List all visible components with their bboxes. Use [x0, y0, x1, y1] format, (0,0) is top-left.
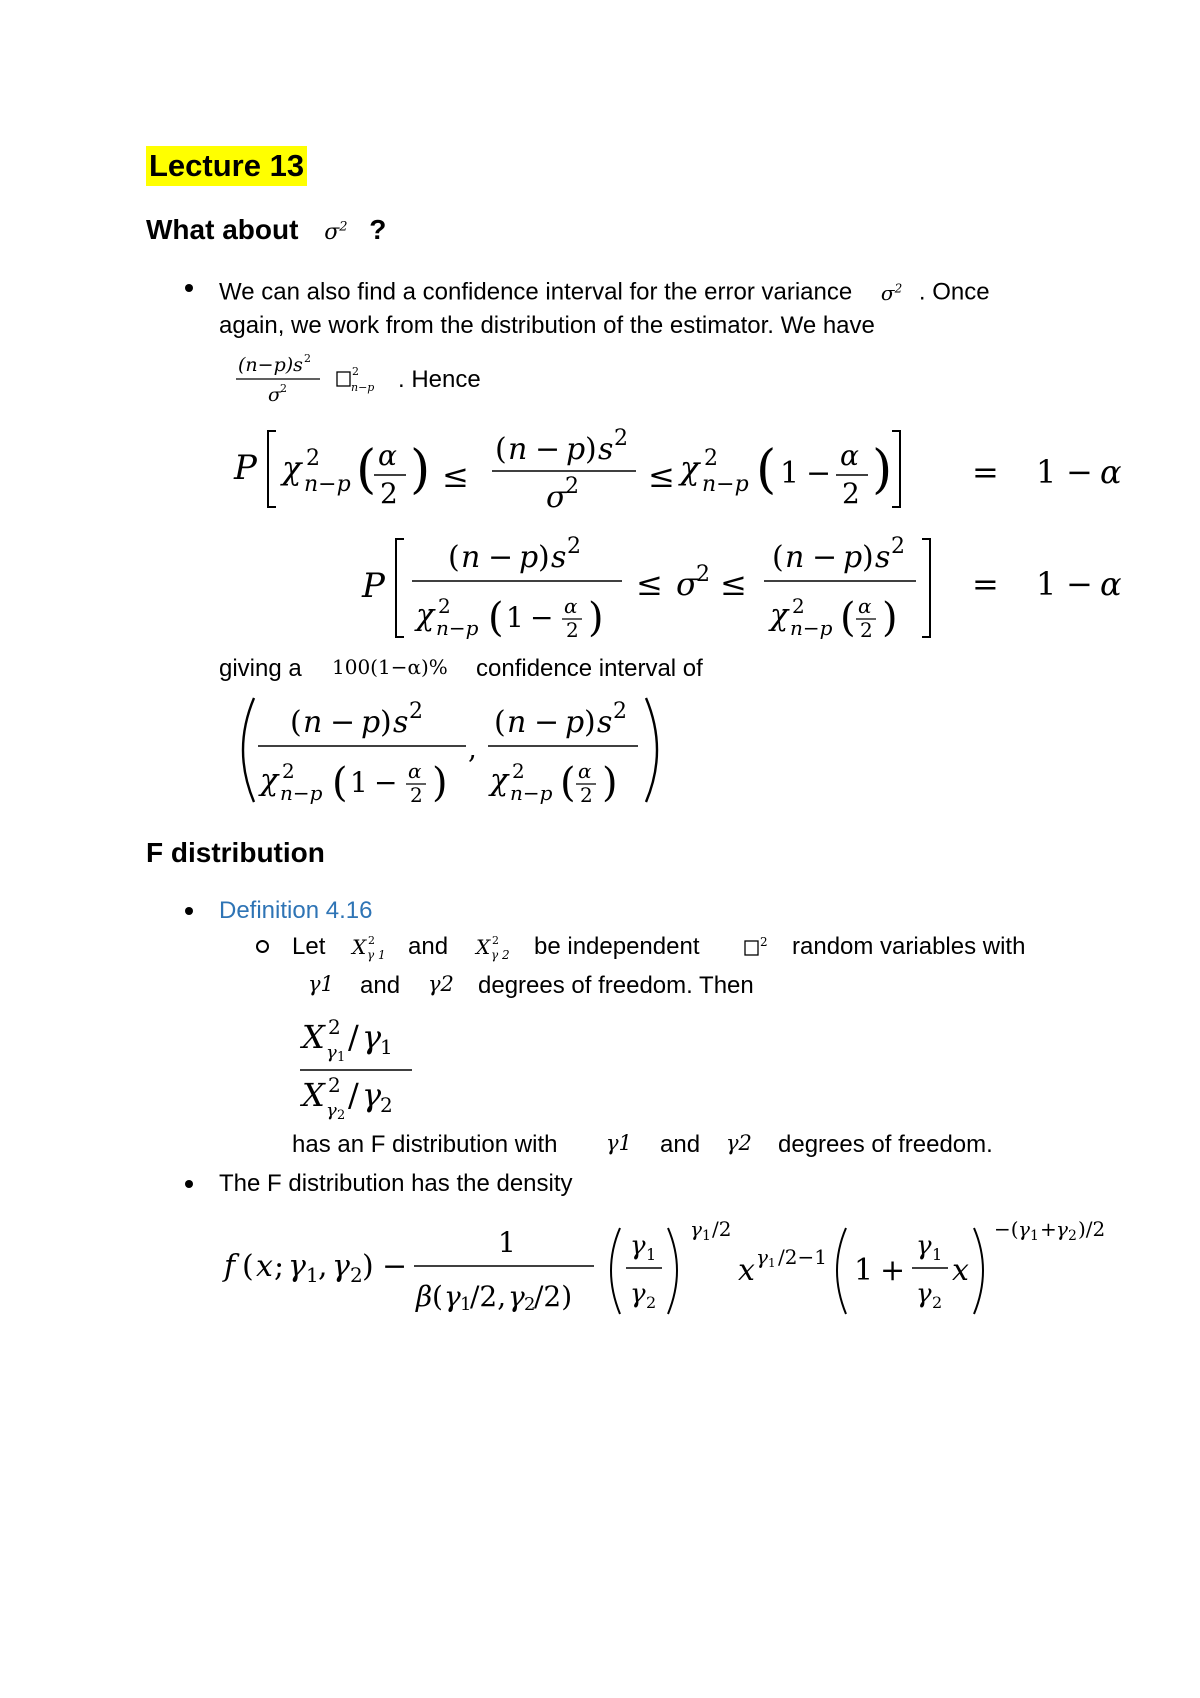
- svg-text:s: s: [393, 705, 409, 740]
- chi-squared-gamma1-inline: [350, 926, 398, 966]
- svg-text:−: −: [806, 456, 832, 491]
- svg-text:;: ;: [274, 1249, 285, 1284]
- svg-text:≤: ≤: [442, 457, 469, 495]
- svg-text:p: p: [843, 540, 863, 575]
- svg-text:2: 2: [304, 352, 311, 365]
- svg-text:α: α: [840, 439, 859, 472]
- gamma2-inline: γ2: [428, 972, 454, 996]
- svg-text:): ): [538, 540, 550, 575]
- f-ratio-equation: [296, 1008, 426, 1124]
- svg-text:1: 1: [1030, 1228, 1039, 1244]
- svg-text:γ: γ: [332, 1249, 350, 1284]
- svg-text:x: x: [952, 1253, 969, 1288]
- svg-text:χ: χ: [260, 763, 279, 798]
- svg-text:(: (: [756, 440, 777, 500]
- hence-label: . Hence: [398, 366, 481, 393]
- svg-text:2: 2: [580, 783, 593, 807]
- svg-text:γ: γ: [756, 1245, 768, 1269]
- svg-text:χ: χ: [680, 449, 700, 487]
- confidence-interval-label: confidence interval of: [476, 655, 703, 682]
- svg-text:α: α: [564, 594, 578, 618]
- svg-text:γ: γ: [444, 1280, 461, 1313]
- svg-text:1: 1: [506, 601, 524, 634]
- svg-text:1: 1: [768, 1256, 776, 1270]
- svg-text:γ: γ: [916, 1231, 932, 1261]
- svg-text:p: p: [565, 705, 585, 740]
- svg-text:n−p: n−p: [510, 781, 553, 805]
- svg-text:p: p: [519, 540, 539, 575]
- density-label: The F distribution has the density: [219, 1170, 573, 1197]
- svg-text:n−p: n−p: [436, 616, 479, 640]
- svg-text:2: 2: [614, 426, 628, 451]
- svg-text:(: (: [290, 705, 302, 740]
- svg-text:X: X: [352, 935, 367, 959]
- svg-text:2: 2: [565, 474, 579, 499]
- svg-text:,: ,: [468, 732, 477, 765]
- giving-label: giving a: [219, 655, 302, 682]
- svg-text:(: (: [560, 760, 576, 806]
- svg-text:): ): [602, 760, 618, 806]
- svg-text:−: −: [488, 540, 514, 575]
- svg-text:): ): [432, 760, 448, 806]
- svg-text:1: 1: [1036, 453, 1057, 491]
- svg-text:2: 2: [380, 477, 398, 510]
- svg-text:γ: γ: [288, 1249, 306, 1284]
- svg-text:1: 1: [854, 1253, 874, 1288]
- svg-text:s: s: [597, 705, 613, 740]
- svg-text:,: ,: [318, 1249, 328, 1284]
- svg-text:−: −: [530, 601, 554, 634]
- svg-text:2: 2: [932, 1293, 943, 1312]
- gamma1-inline: γ1: [606, 1131, 632, 1155]
- definition-label: Definition 4.16: [219, 897, 373, 924]
- svg-text:γ: γ: [1056, 1217, 1068, 1241]
- svg-text:σ: σ: [268, 384, 281, 406]
- svg-text:2: 2: [492, 934, 499, 947]
- svg-text:2: 2: [704, 446, 718, 471]
- svg-text:p: p: [361, 705, 381, 740]
- and-label: and: [360, 972, 401, 999]
- svg-text:1: 1: [702, 1228, 711, 1244]
- svg-text:=: =: [972, 565, 999, 603]
- svg-text:/2,: /2,: [470, 1280, 507, 1313]
- lecture-title: Lecture 13: [146, 146, 307, 186]
- svg-text:χ: χ: [490, 763, 509, 798]
- ci-expression: 100(1−α)%: [332, 655, 448, 679]
- svg-text:(: (: [242, 1249, 254, 1284]
- degrees-end-label: degrees of freedom.: [778, 1131, 993, 1158]
- gamma1-inline: γ1: [308, 972, 334, 996]
- svg-text:χ: χ: [416, 598, 435, 633]
- svg-text:2: 2: [350, 1263, 363, 1287]
- svg-text:/: /: [348, 1076, 359, 1114]
- svg-text:β: β: [416, 1280, 433, 1313]
- svg-text:(: (: [495, 432, 507, 467]
- svg-text:X: X: [476, 935, 491, 959]
- svg-text:1: 1: [1036, 565, 1057, 603]
- svg-text:2: 2: [567, 534, 581, 559]
- svg-text:/: /: [348, 1018, 359, 1056]
- svg-text:): ): [585, 432, 597, 467]
- svg-text:γ: γ: [1018, 1217, 1030, 1241]
- svg-text:2: 2: [891, 534, 905, 559]
- svg-text:χ: χ: [770, 598, 789, 633]
- svg-text:−: −: [535, 432, 561, 467]
- svg-text:α: α: [408, 759, 422, 783]
- svg-text:−: −: [534, 705, 560, 740]
- svg-text:γ: γ: [326, 1042, 337, 1063]
- sub-bullet-circle: [256, 940, 269, 953]
- svg-text:2: 2: [280, 382, 287, 395]
- probability-equation-1: [230, 415, 1140, 515]
- svg-text:≤: ≤: [720, 565, 747, 603]
- svg-text:−(: −(: [994, 1217, 1019, 1241]
- svg-text:n−p: n−p: [351, 381, 375, 394]
- svg-text:=: =: [972, 453, 999, 491]
- sigma-squared-symbol: $\sigma^2$: [324, 219, 348, 245]
- svg-text:α: α: [858, 594, 872, 618]
- svg-text:s: s: [551, 540, 567, 575]
- bullet-dot: [185, 1180, 193, 1188]
- svg-text:α: α: [378, 439, 397, 472]
- svg-text:2: 2: [306, 446, 320, 471]
- gamma2-inline: γ2: [726, 1131, 752, 1155]
- svg-text:−: −: [1066, 565, 1093, 603]
- svg-text:1: 1: [780, 456, 800, 491]
- probability-equation-2: [360, 525, 1140, 645]
- svg-text:(: (: [840, 595, 856, 641]
- svg-text:2: 2: [368, 934, 375, 947]
- svg-text:α: α: [1100, 565, 1122, 603]
- svg-text:γ: γ: [630, 1231, 646, 1261]
- svg-text:2: 2: [512, 759, 525, 783]
- svg-text:n: n: [461, 540, 481, 575]
- be-independent-label: be independent: [534, 933, 700, 960]
- svg-text:n: n: [508, 432, 528, 467]
- svg-text:σ: σ: [546, 480, 567, 515]
- random-variables-label: random variables with: [792, 933, 1026, 960]
- svg-text:/2−1: /2−1: [778, 1245, 827, 1269]
- svg-text:X: X: [302, 1076, 325, 1114]
- svg-text:2: 2: [696, 562, 710, 587]
- svg-text:1: 1: [498, 1226, 516, 1259]
- bullet-dot: [185, 284, 193, 292]
- svg-text:1: 1: [460, 1294, 472, 1315]
- confidence-interval-equation: [228, 690, 678, 810]
- svg-text:(: (: [432, 1280, 443, 1313]
- svg-text:−: −: [374, 766, 398, 799]
- svg-text:2: 2: [613, 699, 627, 724]
- degrees-then-label: degrees of freedom. Then: [478, 972, 754, 999]
- svg-text:2: 2: [282, 759, 295, 783]
- svg-text:X: X: [302, 1018, 325, 1056]
- svg-text:2: 2: [328, 1015, 341, 1039]
- svg-text:(: (: [448, 540, 460, 575]
- and-label: and: [408, 933, 449, 960]
- svg-text:): ): [862, 540, 874, 575]
- svg-text:/2): /2): [534, 1280, 573, 1313]
- section-heading-f-distribution: F distribution: [146, 837, 325, 868]
- svg-text:2: 2: [860, 618, 873, 642]
- svg-text:2: 2: [1068, 1228, 1077, 1244]
- svg-text:n: n: [785, 540, 805, 575]
- svg-text:2: 2: [328, 1073, 341, 1097]
- svg-text:γ: γ: [690, 1217, 702, 1241]
- svg-text:2: 2: [438, 594, 451, 618]
- svg-text:): ): [380, 705, 392, 740]
- svg-text:(n−p)s: (n−p)s: [238, 354, 303, 376]
- svg-text:σ: σ: [676, 565, 698, 603]
- svg-text:2: 2: [842, 477, 860, 510]
- svg-text:P: P: [234, 448, 257, 488]
- svg-text:x: x: [738, 1253, 755, 1288]
- svg-text:s: s: [875, 540, 891, 575]
- paragraph-line-1: [219, 273, 990, 308]
- svg-text:1: 1: [380, 1035, 393, 1059]
- svg-text:n: n: [303, 705, 323, 740]
- sigma-squared-inline: $\sigma^2$: [880, 280, 903, 305]
- svg-text:(: (: [494, 705, 506, 740]
- svg-text:2: 2: [646, 1293, 657, 1312]
- svg-text:+: +: [880, 1253, 906, 1288]
- svg-text:): ): [588, 595, 604, 641]
- svg-text:): ): [882, 595, 898, 641]
- svg-text:): ): [584, 705, 596, 740]
- svg-text:+: +: [1040, 1217, 1057, 1241]
- svg-text:n−p: n−p: [702, 472, 749, 497]
- svg-text:(: (: [332, 760, 348, 806]
- svg-text:2: 2: [566, 618, 579, 642]
- chi-squared-box-symbol: [742, 932, 772, 962]
- svg-text:2: 2: [380, 1093, 393, 1117]
- bullet-dot: [185, 907, 193, 915]
- svg-text:γ: γ: [362, 1076, 382, 1114]
- svg-text:n−p: n−p: [280, 781, 323, 805]
- svg-text:1: 1: [306, 1263, 319, 1287]
- paragraph-line-2: again, we work from the distribution of the estimator. We have: [219, 312, 875, 339]
- svg-text:−: −: [812, 540, 838, 575]
- svg-text:p: p: [566, 432, 586, 467]
- what-about-label: What about: [146, 214, 299, 245]
- svg-text:n: n: [507, 705, 527, 740]
- and-label: and: [660, 1131, 701, 1158]
- svg-text:≤: ≤: [636, 565, 663, 603]
- svg-text:γ: γ: [630, 1279, 646, 1309]
- svg-text:n−p: n−p: [790, 616, 833, 640]
- svg-text:(: (: [772, 540, 784, 575]
- svg-text:2: 2: [524, 1294, 536, 1315]
- svg-text:)/2: )/2: [1078, 1217, 1106, 1241]
- svg-text:1: 1: [932, 1245, 943, 1264]
- svg-text:γ: γ: [362, 1018, 382, 1056]
- has-f-distribution-label: has an F distribution with: [292, 1131, 558, 1158]
- section-heading-variance: [146, 214, 386, 246]
- svg-text:α: α: [1100, 453, 1122, 491]
- svg-text:(: (: [356, 440, 377, 500]
- svg-text:γ 1: γ 1: [367, 948, 386, 962]
- svg-text:1: 1: [337, 1050, 346, 1065]
- svg-text:2: 2: [352, 365, 359, 378]
- svg-text:≤: ≤: [648, 457, 675, 495]
- svg-text:χ: χ: [282, 449, 302, 487]
- let-label: Let: [292, 933, 326, 960]
- svg-text:(: (: [488, 595, 504, 641]
- svg-text:): ): [410, 440, 431, 500]
- svg-text:2: 2: [337, 1108, 346, 1123]
- svg-text:−: −: [382, 1249, 408, 1284]
- svg-text:1: 1: [646, 1245, 657, 1264]
- svg-text:2: 2: [760, 935, 768, 949]
- svg-text:2: 2: [409, 699, 423, 724]
- svg-text:n−p: n−p: [304, 472, 351, 497]
- svg-text:x: x: [256, 1249, 273, 1284]
- svg-text:): ): [362, 1249, 374, 1284]
- svg-text:γ: γ: [916, 1279, 932, 1309]
- chi-squared-gamma2-inline: [474, 926, 522, 966]
- svg-text:/2: /2: [712, 1217, 732, 1241]
- svg-text:f: f: [224, 1249, 236, 1284]
- svg-text:P: P: [362, 566, 385, 606]
- svg-text:s: s: [598, 432, 614, 467]
- svg-text:γ: γ: [508, 1280, 525, 1313]
- svg-text:2: 2: [792, 594, 805, 618]
- svg-text:−: −: [1066, 453, 1093, 491]
- paragraph-text: We can also find a confidence interval for the error variance: [219, 278, 853, 306]
- svg-text:γ: γ: [326, 1100, 337, 1121]
- svg-text:1: 1: [350, 766, 368, 799]
- paragraph-text: . Once: [918, 278, 990, 306]
- svg-text:2: 2: [410, 783, 423, 807]
- svg-text:γ 2: γ 2: [491, 948, 510, 962]
- f-density-equation: [222, 1210, 1142, 1320]
- svg-text:−: −: [330, 705, 356, 740]
- svg-text:α: α: [578, 759, 592, 783]
- svg-text:): ): [872, 440, 893, 500]
- what-about-question: ?: [369, 214, 387, 245]
